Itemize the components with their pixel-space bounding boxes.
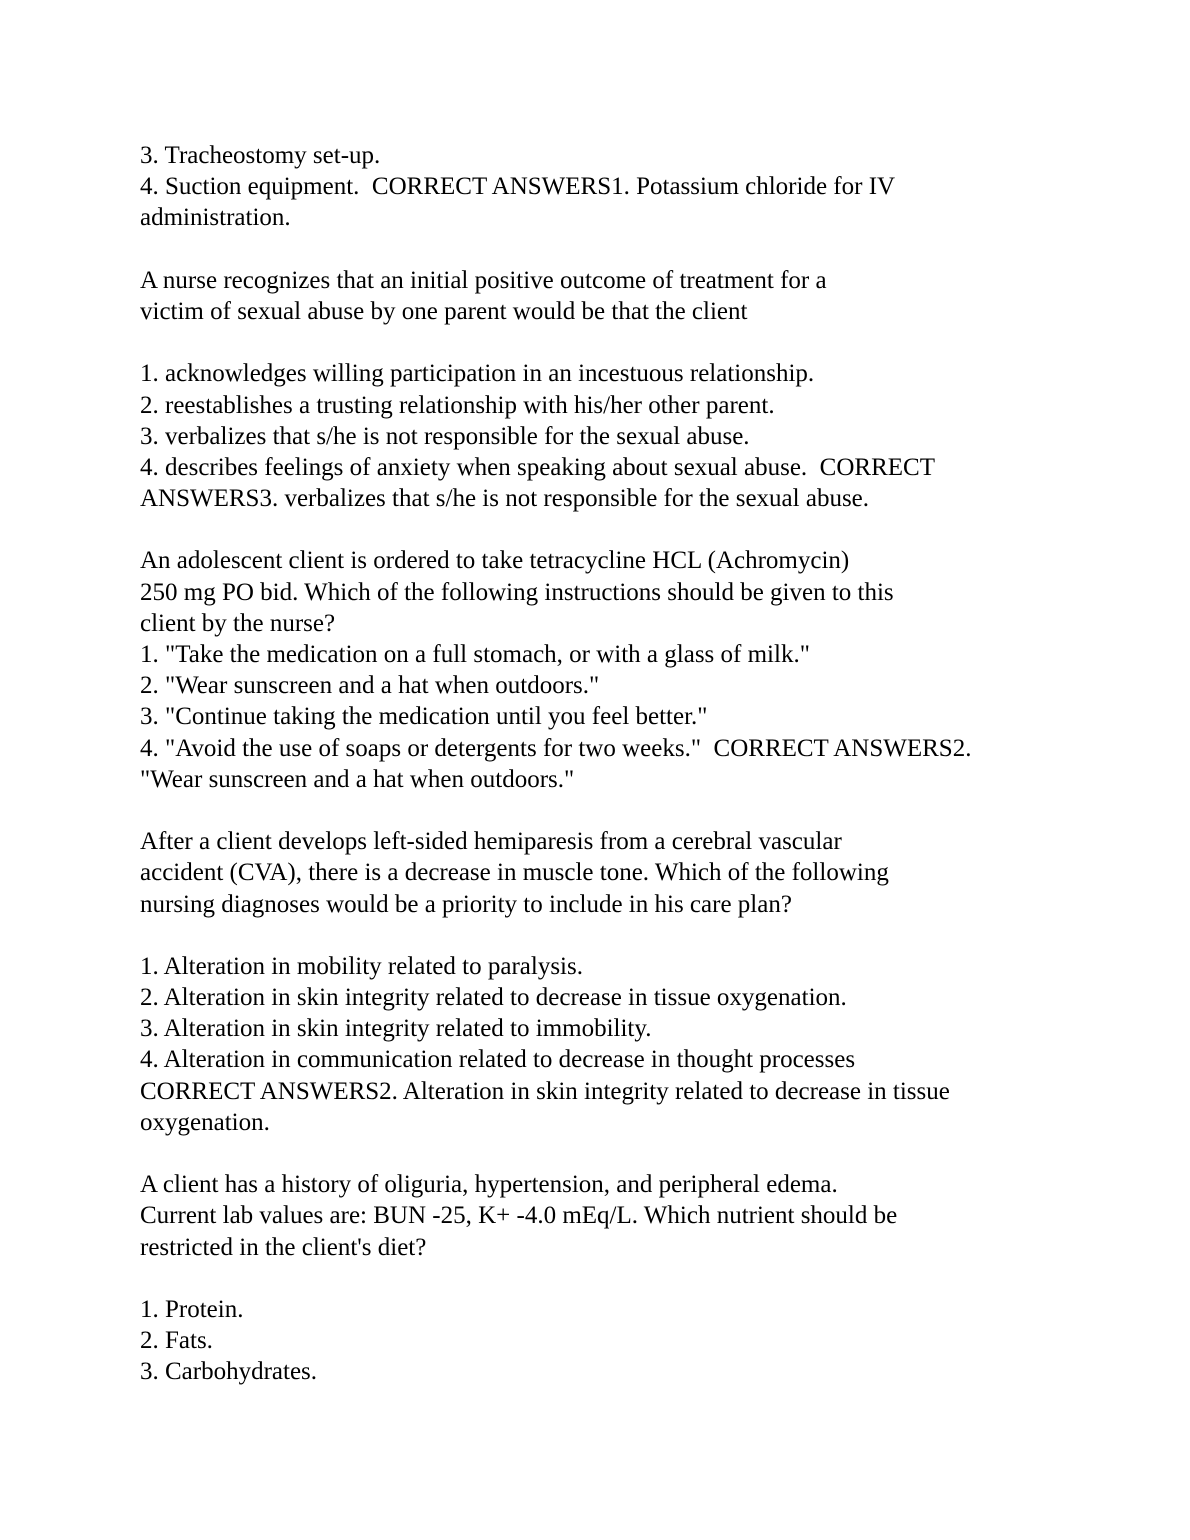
- text-line: 1. Protein.: [140, 1295, 244, 1323]
- text-line: After a client develops left-sided hemiparesis from a cerebral vascular: [140, 828, 842, 856]
- text-line: An adolescent client is ordered to take tetracycline HCL (Achromycin): [140, 547, 850, 575]
- text-line: accident (CVA), there is a decrease in muscle tone. Which of the following: [140, 859, 889, 887]
- text-line: Current lab values are: BUN -25, K+ -4.0 mEq/L. Which nutrient should be: [140, 1202, 898, 1230]
- text-line: 4. describes feelings of anxiety when speaking about sexual abuse. CORRECT: [140, 453, 935, 481]
- blank-line: [140, 327, 1070, 358]
- blank-line: [140, 1263, 1070, 1294]
- text-line: 3. "Continue taking the medication until you feel better.": [140, 703, 708, 731]
- text-line: 3. Carbohydrates.: [140, 1358, 318, 1386]
- text-line: restricted in the client's diet?: [140, 1233, 427, 1261]
- text-line: 4. Suction equipment. CORRECT ANSWERS1. Potassium chloride for IV: [140, 173, 896, 201]
- text-line: 1. acknowledges willing participation in an incestuous relationship.: [140, 360, 815, 388]
- text-line: 3. Alteration in skin integrity related to immobility.: [140, 1015, 652, 1043]
- document-text: [140, 140, 1070, 1388]
- text-line: 1. Alteration in mobility related to paralysis.: [140, 952, 583, 980]
- blank-line: [140, 514, 1070, 545]
- blank-line: [140, 234, 1070, 265]
- text-line: 250 mg PO bid. Which of the following instructions should be given to this: [140, 578, 894, 606]
- text-line: 4. "Avoid the use of soaps or detergents for two weeks." CORRECT ANSWERS2.: [140, 734, 972, 762]
- text-line: CORRECT ANSWERS2. Alteration in skin integrity related to decrease in tissue: [140, 1077, 950, 1105]
- blank-line: [140, 920, 1070, 951]
- text-line: 3. verbalizes that s/he is not responsible for the sexual abuse.: [140, 422, 750, 450]
- text-line: victim of sexual abuse by one parent would be that the client: [140, 297, 748, 325]
- text-line: A client has a history of oliguria, hypertension, and peripheral edema.: [140, 1171, 838, 1199]
- text-line: 2. Fats.: [140, 1327, 213, 1355]
- text-line: client by the nurse?: [140, 609, 336, 637]
- text-line: "Wear sunscreen and a hat when outdoors.": [140, 765, 575, 793]
- text-line: oxygenation.: [140, 1108, 270, 1136]
- blank-line: [140, 795, 1070, 826]
- text-line: 3. Tracheostomy set-up.: [140, 142, 381, 169]
- text-line: 2. Alteration in skin integrity related to decrease in tissue oxygenation.: [140, 984, 847, 1012]
- text-line: 4. Alteration in communication related to decrease in thought processes: [140, 1046, 856, 1074]
- text-line: ANSWERS3. verbalizes that s/he is not responsible for the sexual abuse.: [140, 485, 870, 513]
- text-line: 1. "Take the medication on a full stomach, or with a glass of milk.": [140, 641, 810, 668]
- text-line: nursing diagnoses would be a priority to include in his care plan?: [140, 890, 792, 918]
- blank-line: [140, 1138, 1070, 1169]
- text-line: 2. "Wear sunscreen and a hat when outdoors.": [140, 672, 600, 700]
- text-line: administration.: [140, 204, 291, 232]
- text-line: 2. reestablishes a trusting relationship with his/her other parent.: [140, 391, 775, 419]
- text-line: A nurse recognizes that an initial positive outcome of treatment for a: [140, 266, 827, 294]
